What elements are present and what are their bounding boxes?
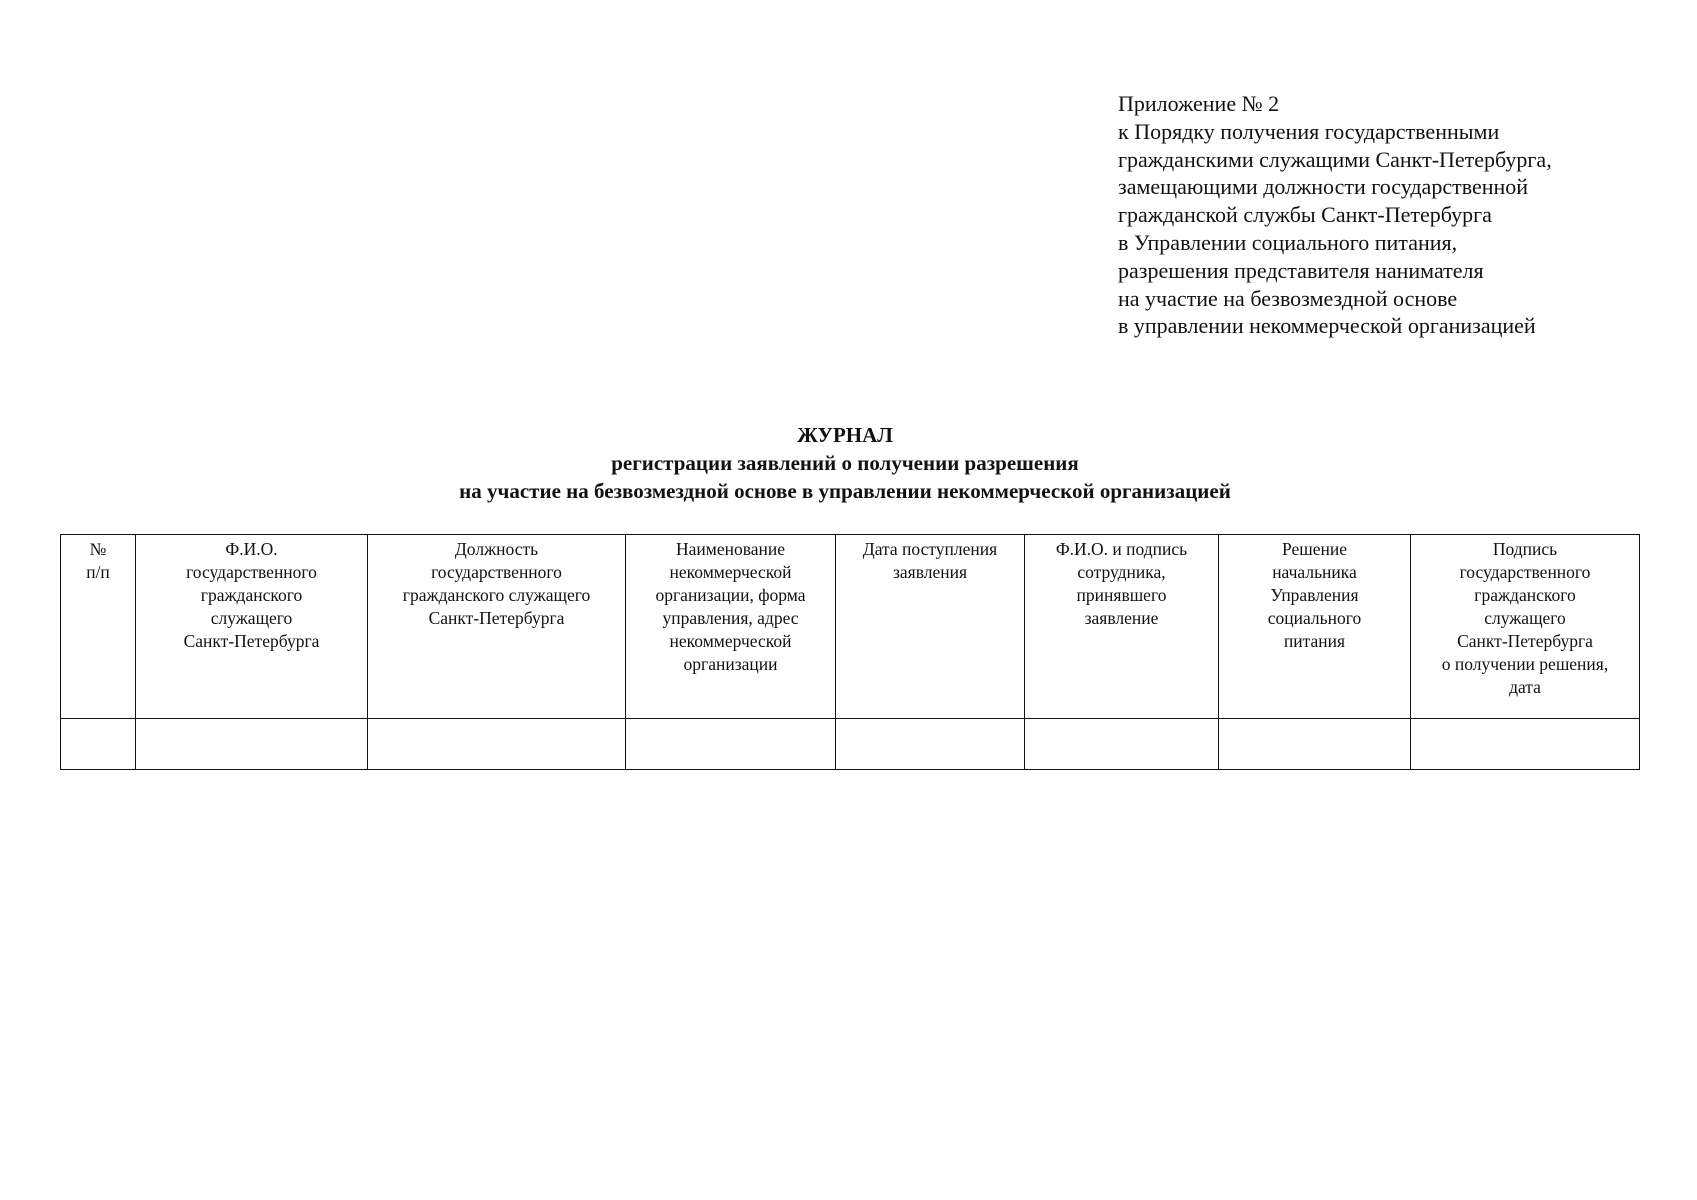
appendix-line: к Порядку получения государственными	[1118, 118, 1500, 144]
header-line: о получении решения,	[1441, 654, 1609, 674]
header-line: Управления	[1270, 585, 1359, 605]
header-line: заявление	[1084, 608, 1159, 628]
appendix-line: на участие на безвозмездной основе	[1118, 285, 1458, 311]
table-cell	[368, 719, 626, 770]
document-title	[0, 421, 1690, 505]
header-line: начальника	[1272, 562, 1357, 582]
header-line: №	[89, 539, 107, 559]
header-line: Наименование	[675, 539, 786, 559]
column-header-position	[368, 535, 626, 719]
table-cell	[136, 719, 368, 770]
title-line: регистрации заявлений о получении разрешения	[611, 451, 1079, 475]
header-line: социального	[1267, 608, 1362, 628]
header-line: Ф.И.О.	[225, 539, 278, 559]
header-line: заявления	[892, 562, 968, 582]
header-line: государственного	[186, 562, 317, 582]
appendix-line: гражданскими служащими Санкт-Петербурга,	[1118, 146, 1552, 172]
appendix-line: гражданской службы Санкт-Петербурга	[1118, 202, 1492, 228]
header-line: государственного	[1459, 562, 1591, 582]
header-line: дата	[1509, 677, 1541, 697]
table-cell	[1219, 719, 1411, 770]
header-line: Санкт-Петербурга	[428, 608, 565, 628]
appendix-line: разрешения представителя нанимателя	[1118, 257, 1484, 283]
journal-table	[60, 534, 1640, 770]
header-line: Решение	[1281, 539, 1347, 559]
title-line: на участие на безвозмездной основе в управлении некоммерческой организацией	[459, 479, 1231, 503]
header-line: Санкт-Петербурга	[1457, 631, 1593, 651]
column-header-decision	[1219, 535, 1411, 719]
header-line: Санкт-Петербурга	[183, 631, 320, 651]
table-cell	[626, 719, 836, 770]
column-header-receiver	[1025, 535, 1219, 719]
header-line: Ф.И.О. и подпись	[1055, 539, 1188, 559]
header-line: Дата поступления	[862, 539, 998, 559]
header-line: организации, форма	[655, 585, 806, 605]
header-line: государственного	[431, 562, 562, 582]
header-line: некоммерческой	[669, 631, 792, 651]
header-line: принявшего	[1076, 585, 1167, 605]
title-line: ЖУРНАЛ	[797, 423, 893, 447]
header-line: сотрудника,	[1077, 562, 1166, 582]
header-line: управления, адрес	[662, 608, 799, 628]
header-line: гражданского	[200, 585, 303, 605]
table-header-row	[61, 535, 1640, 719]
column-header-receipt-date	[836, 535, 1025, 719]
header-line: питания	[1283, 631, 1346, 651]
header-line: организации	[683, 654, 778, 674]
header-line: Подпись	[1492, 539, 1558, 559]
column-header-signature	[1411, 535, 1640, 719]
header-line: некоммерческой	[669, 562, 792, 582]
header-line: гражданского	[1474, 585, 1576, 605]
table-row	[61, 719, 1640, 770]
appendix-line: Приложение № 2	[1118, 91, 1280, 116]
column-header-organization	[626, 535, 836, 719]
appendix-line: в управлении некоммерческой организацией	[1118, 313, 1536, 339]
header-line: гражданского служащего	[402, 585, 591, 605]
appendix-line: в Управлении социального питания,	[1118, 229, 1458, 255]
appendix-line: замещающими должности государственной	[1118, 174, 1529, 200]
table-cell	[836, 719, 1025, 770]
column-header-number	[61, 535, 136, 719]
appendix-header	[1118, 90, 1678, 340]
table-cell	[1411, 719, 1640, 770]
header-line: п/п	[86, 562, 110, 582]
column-header-full-name	[136, 535, 368, 719]
header-line: Должность	[454, 539, 539, 559]
table-cell	[1025, 719, 1219, 770]
header-line: служащего	[1484, 608, 1566, 628]
table-cell	[61, 719, 136, 770]
header-line: служащего	[210, 608, 293, 628]
